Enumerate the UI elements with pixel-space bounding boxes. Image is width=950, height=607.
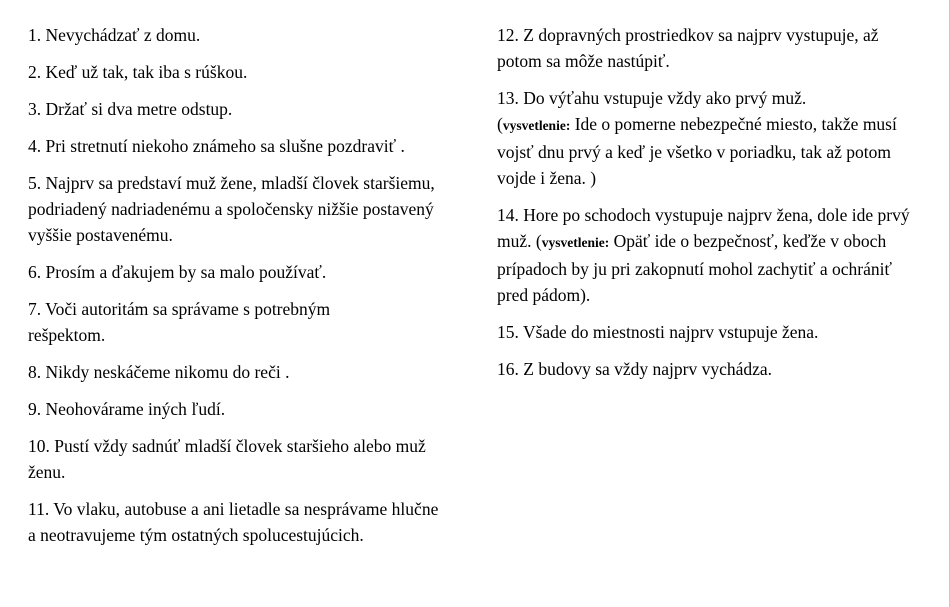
- rule-text: Voči autoritám sa správame s potrebným rešpektom.: [28, 299, 331, 345]
- rule-number: 13.: [497, 88, 519, 108]
- rule-number: 7.: [28, 299, 42, 319]
- rule-text: Nevychádzať z domu.: [45, 25, 201, 45]
- rule-number: 4.: [28, 136, 42, 156]
- rule-text: Neohovárame iných ľudí.: [45, 399, 226, 419]
- rule-item: 13. Do výťahu vstupuje vždy ako prvý muž. (vysvetlenie: Ide o pomerne nebezpečné miesto, takže musí vojsť dnu prvý a keď je všetko v poriadku, tak až potom vojde i žena. ): [497, 88, 897, 188]
- left-column: [28, 22, 468, 559]
- rule-item: [28, 170, 446, 248]
- explanation-text: Ide o pomerne nebezpečné miesto, takže musí vojsť dnu prvý a keď je všetko v poriadku, tak až potom vojde i žena. ): [497, 114, 897, 188]
- rule-text: Keď už tak, tak iba s rúškou.: [45, 62, 248, 82]
- rule-text: Všade do miestnosti najprv vstupuje žena.: [522, 322, 819, 342]
- rule-item: [28, 59, 468, 85]
- rule-text: Z budovy sa vždy najprv vychádza.: [523, 359, 773, 379]
- rule-text: Pri stretnutí niekoho známeho sa slušne pozdraviť .: [45, 136, 405, 156]
- rule-item: [28, 433, 446, 485]
- rule-number: 10.: [28, 436, 50, 456]
- rule-item: [28, 259, 468, 285]
- explanation-label: vysvetlenie:: [541, 235, 610, 250]
- explanation-text: Opäť ide o bezpečnosť, keďže v oboch prípadoch by ju pri zakopnutí mohol zachytiť a ochrániť pred pádom).: [497, 231, 892, 305]
- rule-number: 14.: [497, 205, 519, 225]
- rule-item: [28, 359, 468, 385]
- rule-item: [28, 296, 398, 348]
- rule-text: Nikdy neskáčeme nikomu do reči .: [45, 362, 290, 382]
- right-column: [497, 22, 937, 393]
- rule-number: 11.: [28, 499, 50, 519]
- rule-text: Pustí vždy sadnúť mladší človek staršieho alebo muž ženu.: [28, 436, 426, 482]
- rule-text: Hore po schodoch vystupuje najprv žena, dole ide prvý muž. (: [497, 205, 910, 251]
- rule-text: Najprv sa predstaví muž žene, mladší človek staršiemu, podriadený nadriadenému a spoločensky nižšie postavený vyššie postavenému.: [28, 173, 435, 245]
- rule-item: [28, 496, 446, 548]
- rule-number: 1.: [28, 25, 42, 45]
- rule-number: 2.: [28, 62, 42, 82]
- rule-item: [28, 133, 468, 159]
- rule-number: 6.: [28, 262, 42, 282]
- rule-text: Z dopravných prostriedkov sa najprv vystupuje, až potom sa môže nastúpiť.: [497, 25, 879, 71]
- rule-item: [497, 319, 937, 345]
- rule-number: 5.: [28, 173, 42, 193]
- rule-number: 8.: [28, 362, 42, 382]
- rule-item: [497, 356, 937, 382]
- rule-number: 15.: [497, 322, 519, 342]
- rule-number: 9.: [28, 399, 42, 419]
- rule-item: [28, 22, 468, 48]
- explanation-label: vysvetlenie:: [502, 118, 571, 133]
- rule-text: Vo vlaku, autobuse a ani lietadle sa nesprávame hlučne a neotravujeme tým ostatných spolucestujúcich.: [28, 499, 439, 545]
- rule-number: 3.: [28, 99, 42, 119]
- rule-number: 16.: [497, 359, 519, 379]
- rule-item: [497, 202, 927, 308]
- rule-item: [497, 22, 917, 74]
- rule-text: Držať si dva metre odstup.: [45, 99, 233, 119]
- rule-item: [28, 96, 468, 122]
- rule-number: 12.: [497, 25, 519, 45]
- rule-text: Prosím a ďakujem by sa malo používať.: [45, 262, 327, 282]
- rule-item: [28, 396, 468, 422]
- rule-text: Do výťahu vstupuje vždy ako prvý muž.: [523, 88, 807, 108]
